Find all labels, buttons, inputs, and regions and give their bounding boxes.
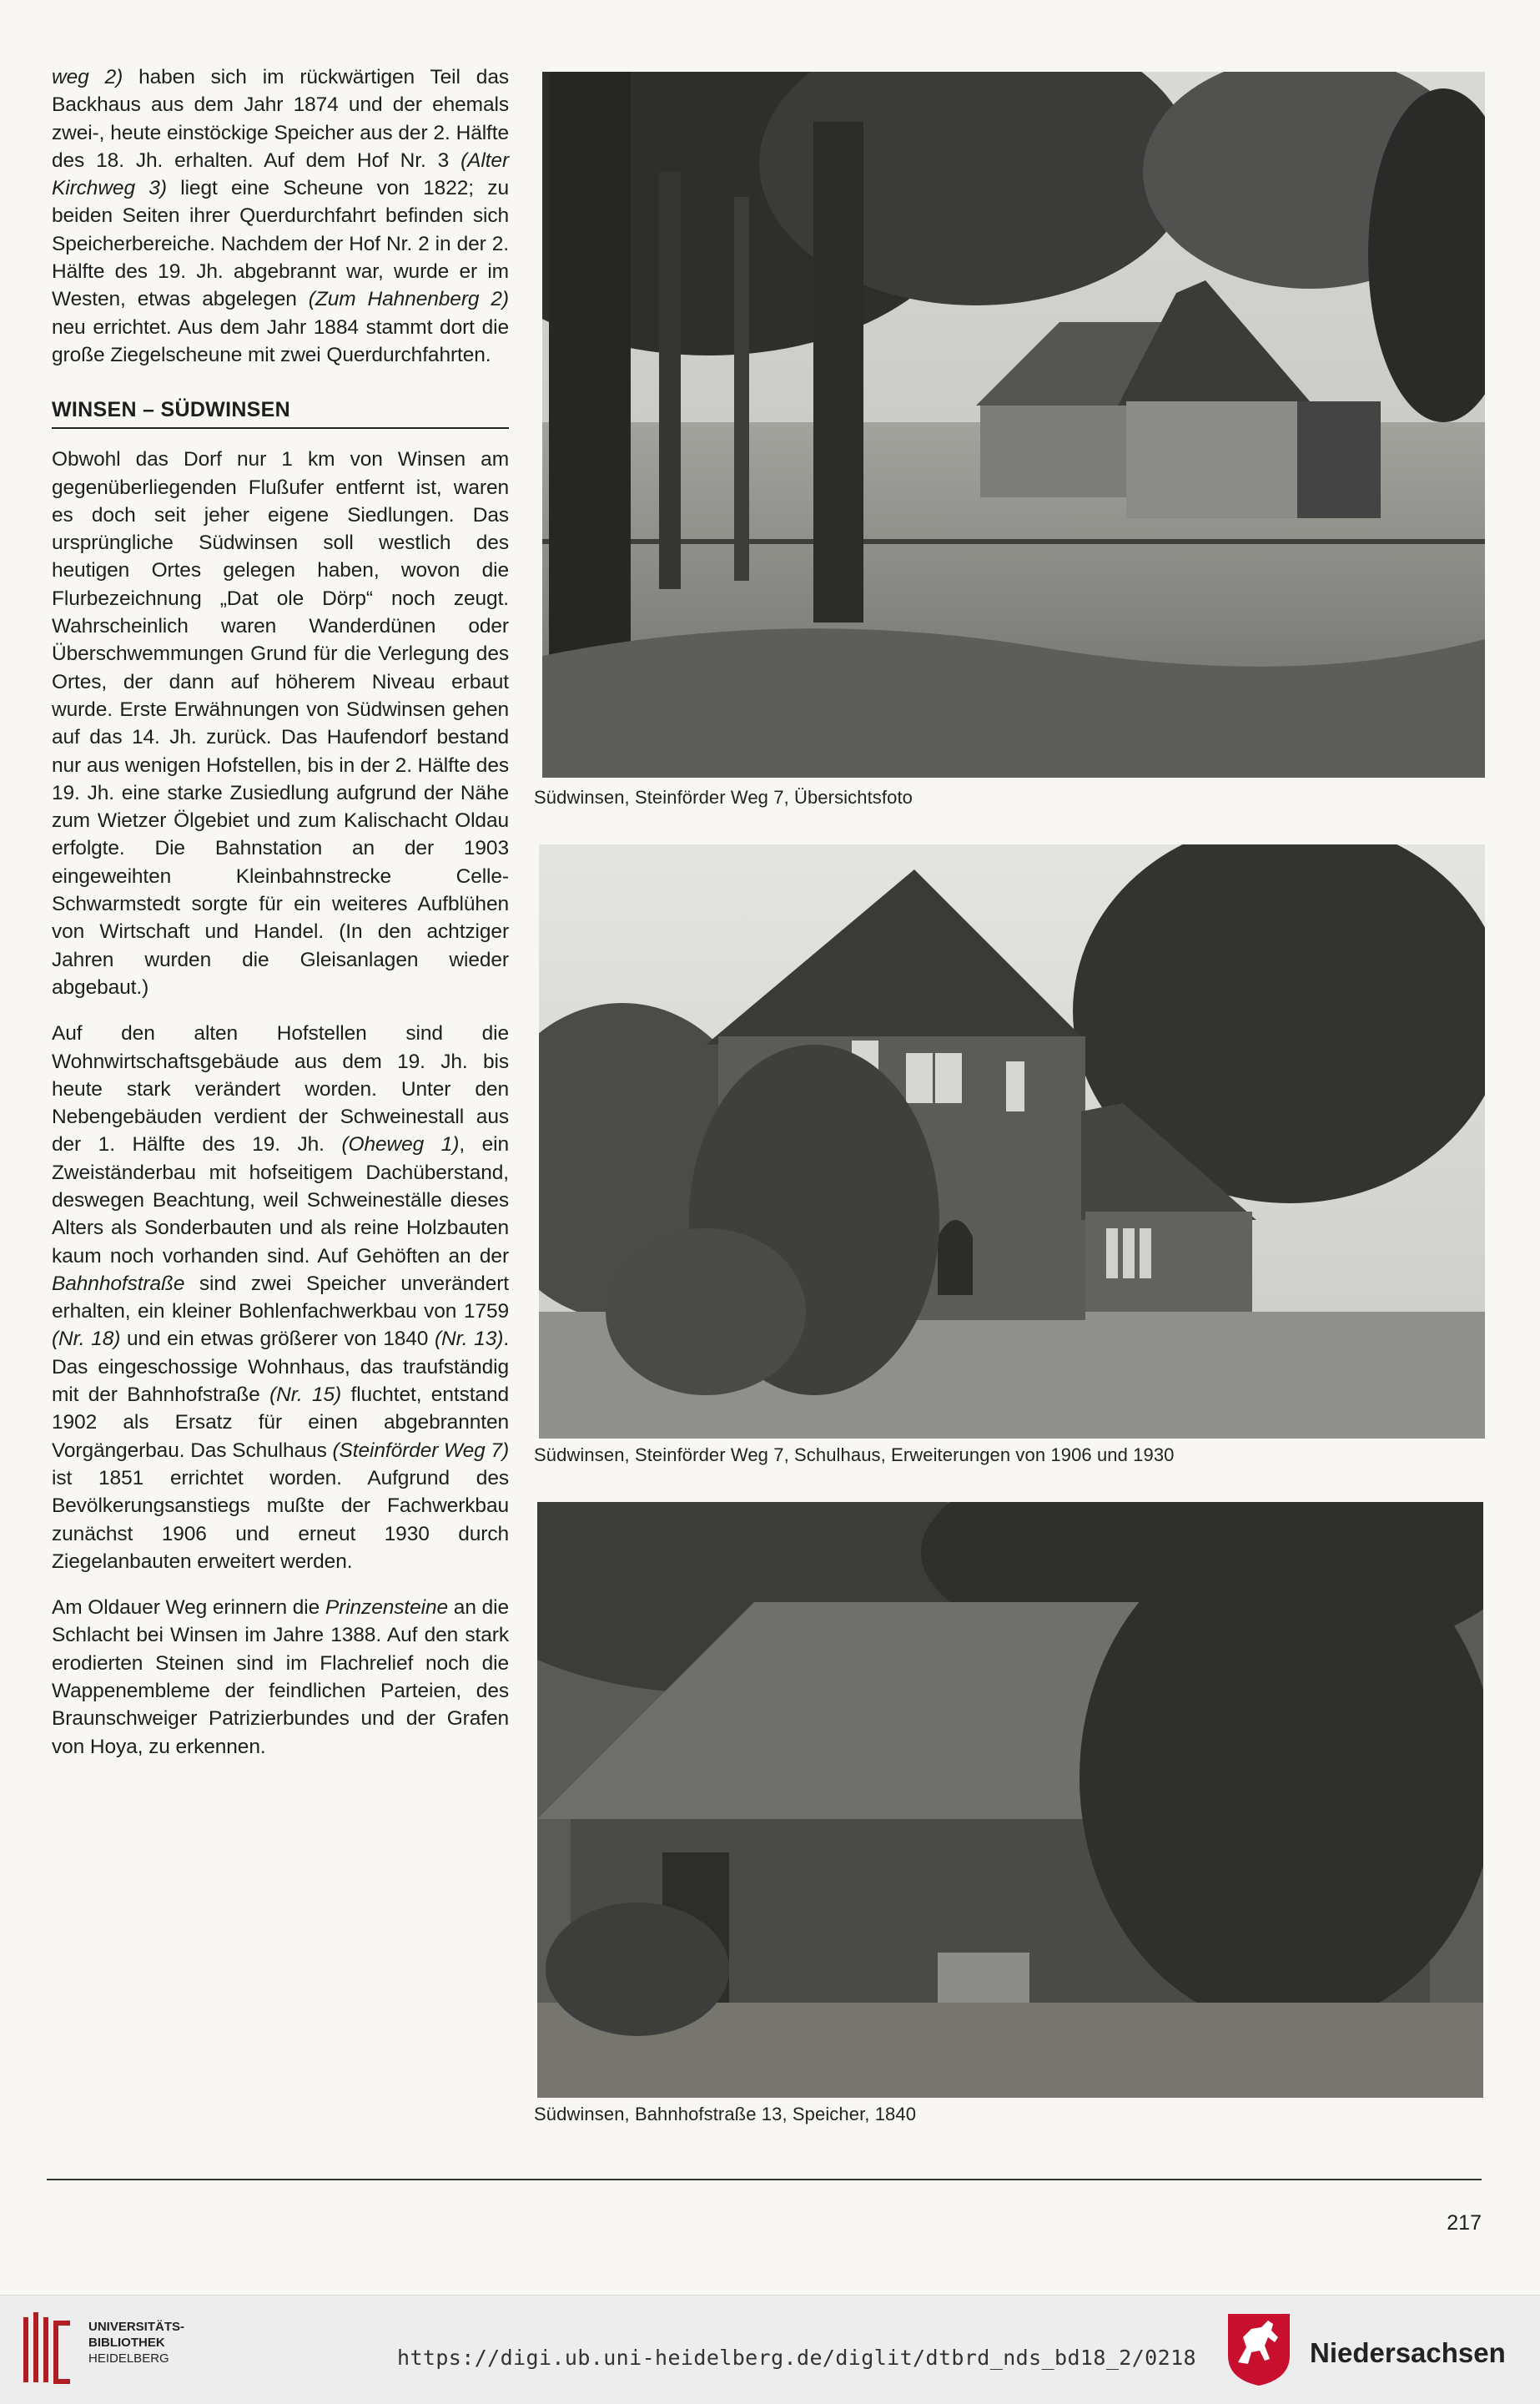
italic-reference: weg 2) <box>52 66 123 88</box>
text-run: neu errichtet. Aus dem Jahr 1884 stammt dort die große Ziegelscheune mit zwei Querdurchfahrten. <box>52 315 509 366</box>
library-name-line3: HEIDELBERG <box>88 2351 169 2366</box>
caption-photo-schoolhouse: Südwinsen, Steinförder Weg 7, Schulhaus, Erweiterungen von 1906 und 1930 <box>534 1444 1175 1465</box>
text-run: Obwohl das Dorf nur 1 km von Winsen am gegenüberliegenden Flußufer entfernt ist, waren es doch seit jeher eigene Siedlungen. Das ursprüngliche Südwinsen soll westlich des heutigen Ortes gelegen haben, wovon die Flurbezeichnung „Dat ole Dörp“ noch zeugt. Wahrscheinlich waren Wanderdünen oder Überschwemmungen Grund für die Verlegung des Ortes, der dann auf höherem Niveau erbaut wurde. Erste Erwähnungen von Südwinsen gehen auf das 14. Jh. zurück. Das Haufendorf bestand nur aus wenigen Hofstellen, bis in der 2. Hälfte des 19. Jh. eine starke Zusiedlung aufgrund der Nähe zum Wietzer Ölgebiet und zum Kalischacht Oldau erfolgte. Die Bahnstation an der 1903 eingeweihten Kleinbahnstrecke Celle- Schwarmstedt sorgte für ein weiteres Aufblühen von Wirtschaft und Handel. (In den achtziger Jahren wurden die Gleisanlagen wieder abgebaut.) <box>52 448 509 999</box>
photo-schoolhouse <box>539 844 1485 1439</box>
niedersachsen-horse-icon[interactable] <box>1226 2312 1291 2387</box>
intro-text <box>52 63 509 369</box>
photo-overview <box>542 72 1485 778</box>
library-name[interactable] <box>88 2319 184 2366</box>
text-run: Am Oldauer Weg erinnern die <box>52 1596 325 1620</box>
ub-heidelberg-logo-icon[interactable] <box>18 2309 75 2389</box>
text-run: ist 1851 errichtet worden. Aufgrund des Bevölkerungsanstiegs mußte der Fachwerkbau zunächst 1906 und erneut 1930 durch Ziegelanbauten erweitert werden. <box>52 1466 509 1573</box>
italic-reference: (Zum Hahnenberg 2) <box>308 288 509 311</box>
section-heading: WINSEN – SÜDWINSEN <box>52 396 509 429</box>
text-run: , ein Zweiständerbau mit hofseitigem Dachüberstand, deswegen Beachtung, weil Schweineställe dieses Alters als Sonderbauten und als reine Holzbauten kaum noch vorhanden sind. Auf Gehöften an der <box>52 1133 509 1268</box>
italic-reference: (Nr. 13) <box>435 1328 504 1351</box>
text-run: liegt eine Scheune von 1822; zu beiden Seiten ihrer Querdurchfahrt befinden sich Speicherbereiche. Nachdem der Hof Nr. 2 in der 2. Hälfte des 19. Jh. abgebrannt war, wurde er im Westen, etwas abgelegen <box>52 177 509 311</box>
region-name[interactable]: Niedersachsen <box>1310 2337 1506 2368</box>
body-paragraph <box>52 446 509 1001</box>
italic-reference: Prinzensteine <box>325 1596 449 1620</box>
footer-rule <box>47 2179 1482 2180</box>
text-run: Auf den alten Hofstellen sind die Wohnwirtschaftsgebäude aus dem 19. Jh. bis heute stark verändert worden. Unter den Nebengebäuden verdient der Schweinestall aus der 1. Hälfte des 19. Jh. <box>52 1022 509 1157</box>
body-paragraph <box>52 1020 509 1575</box>
italic-reference: (Nr. 15) <box>269 1383 342 1407</box>
body-paragraph <box>52 63 509 369</box>
viewer-footer <box>0 2295 1540 2404</box>
page-number: 217 <box>1447 2211 1482 2235</box>
italic-reference: (Oheweg 1) <box>341 1133 460 1157</box>
text-column <box>52 63 509 1761</box>
text-run: und ein etwas größerer von 1840 <box>120 1328 435 1351</box>
document-url[interactable]: https://digi.ub.uni-heidelberg.de/diglit/dtbrd_nds_bd18_2/0218 <box>397 2346 1196 2370</box>
section-body <box>52 446 509 1761</box>
caption-photo-granary: Südwinsen, Bahnhofstraße 13, Speicher, 1840 <box>534 2104 917 2124</box>
text-run: haben sich im rückwärtigen Teil das Backhaus aus dem Jahr 1874 und der ehemals zwei-, heute einstöckige Speicher aus der 2. Hälfte des 18. Jh. erhalten. Auf dem Hof Nr. 3 <box>52 66 509 172</box>
library-name-line1: UNIVERSITÄTS- <box>88 2320 185 2334</box>
text-run: sind zwei Speicher unverändert erhalten, ein kleiner Bohlenfachwerkbau von 1759 <box>52 1272 509 1323</box>
italic-reference: (Nr. 18) <box>52 1328 121 1351</box>
library-name-line2: BIBLIOTHEK <box>88 2336 165 2350</box>
photo-granary <box>537 1502 1483 2098</box>
body-paragraph <box>52 1594 509 1761</box>
italic-reference: Bahnhofstraße <box>52 1272 185 1295</box>
text-run: fluchtet, entstand 1902 als Ersatz für einen abgebrannten Vorgängerbau. Das Schulhaus <box>52 1383 509 1462</box>
text-run: . Das eingeschossige Wohnhaus, das traufständig mit der Bahnhofstraße <box>52 1328 510 1407</box>
text-run: an die Schlacht bei Winsen im Jahre 1388. Auf den stark erodierten Steinen sind im Flachrelief noch die Wappenembleme der feindlichen Parteien, des Braunschweiger Patrizierbundes und der Grafen von Hoya, zu erkennen. <box>52 1596 509 1758</box>
italic-reference: (Alter Kirchweg 3) <box>52 149 509 200</box>
italic-reference: (Steinförder Weg 7) <box>332 1439 510 1462</box>
caption-photo-overview: Südwinsen, Steinförder Weg 7, Übersichtsfoto <box>534 787 913 808</box>
